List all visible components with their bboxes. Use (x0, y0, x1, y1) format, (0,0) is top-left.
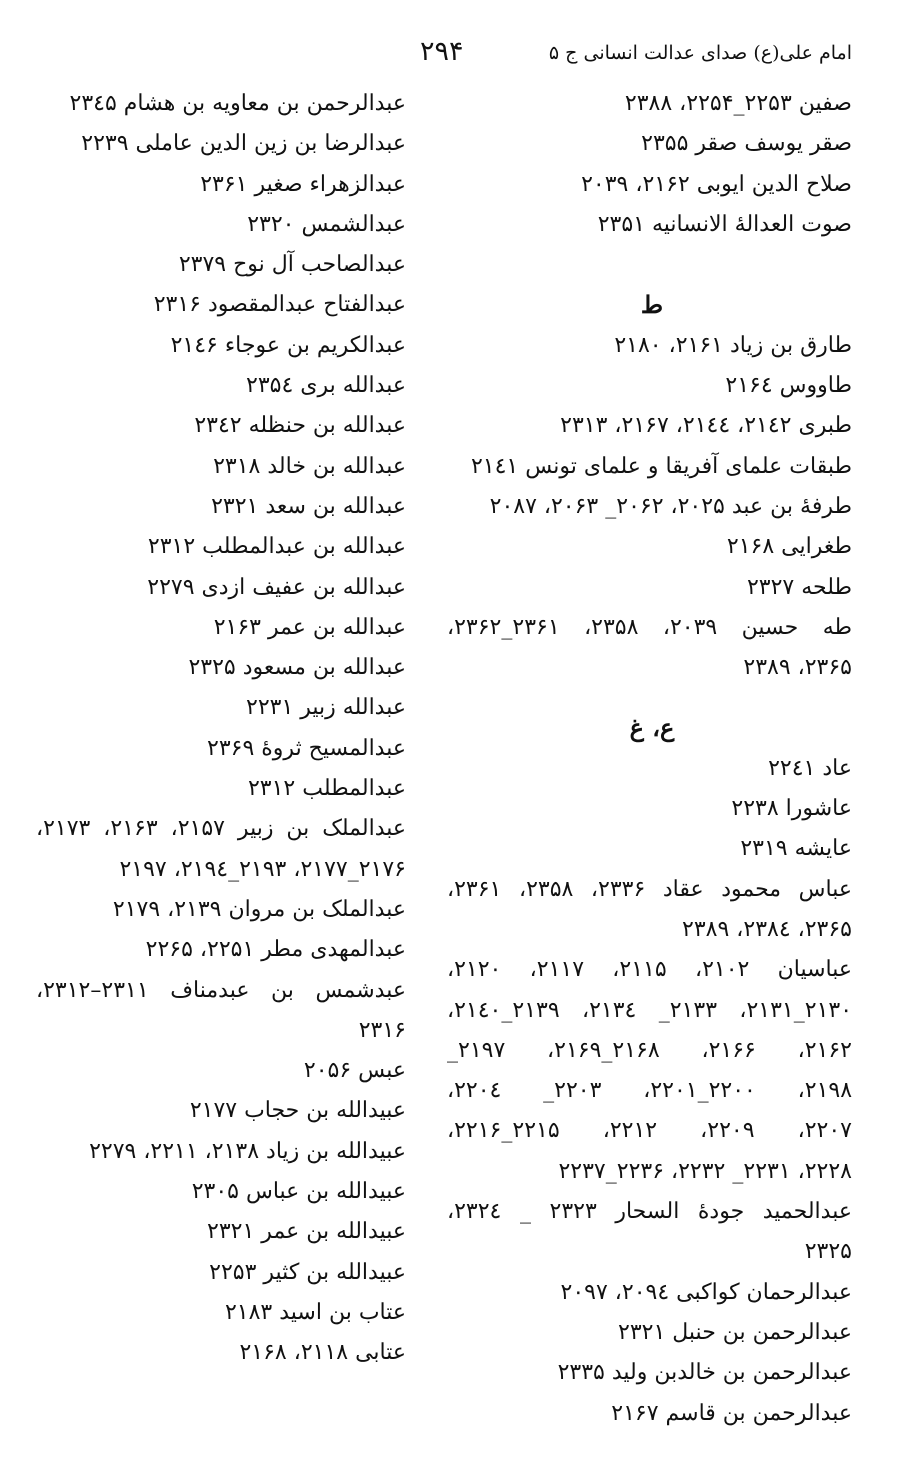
index-group-ain (447, 749, 852, 1434)
index-entry-line: عبدالله بن عمر ۲۱۶۳ (213, 614, 406, 640)
index-entry-line: عبدشمس بن عبدمناف ۲۳۱۱–۲۳۱۲، (36, 977, 406, 1003)
index-entry-line: عبدالملک بن مروان ۲۱۳۹، ۲۱۷۹ (112, 896, 406, 922)
index-entry-line: عباسیان ۲۱۰۲، ۲۱۱۵، ۲۱۱۷، ۲۱۲۰، (447, 957, 852, 983)
index-entry-line: طه حسین ۲۰۳۹، ۲۳۵۸، ۲۳۶۱_۲۳۶۲، (447, 614, 852, 640)
index-entry-line: عبدالله بن عفیف ازدی ۲۲۷۹ (147, 574, 406, 600)
index-entry-line: طارق بن زیاد ۲۱۶۱، ۲۱۸۰ (614, 332, 852, 358)
section-heading-ain: ع، غ (629, 713, 675, 743)
index-entry-line: عاد ۲۲٤۱ (768, 755, 852, 781)
index-entry-line: عبدالصاحب آل نوح ۲۳۷۹ (178, 252, 406, 278)
index-entry-line: عبدالله بن عبدالمطلب ۲۳۱۲ (147, 534, 406, 560)
index-entry-line: عاشورا ۲۲۳۸ (731, 796, 852, 822)
index-entry-line: عبس ۲۰۵۶ (303, 1058, 406, 1084)
index-entry-line: ۲۱۶۲، ۲۱۶۶، ۲۱۶۸_۲۱۶۹، ۲۱۹۷_ (447, 1037, 852, 1063)
index-entry-line: ۲۱۹۸، ۲۲۰۰_۲۲۰۱، ۲۲۰۳_ ۲۲۰٤، (447, 1078, 852, 1104)
index-entry-line: عبیدالله بن حجاب ۲۱۷۷ (189, 1098, 406, 1124)
index-entry-line: صفین ۲۲۵۳_۲۲۵۴، ۲۳۸۸ (624, 91, 852, 116)
index-entry-line: طلحه ۲۳۲۷ (746, 574, 852, 600)
index-entry-line: ۲۳۶۵، ۲۳۸۹ (743, 655, 852, 681)
index-entry-line: عبدالله بن حنظله ۲۳٤۲ (194, 413, 406, 439)
index-entry-line: عبیدالله بن کثیر ۲۲۵۳ (209, 1259, 406, 1285)
index-entry-line: عباس محمود عقاد ۲۳۳۶، ۲۳۵۸، ۲۳۶۱، (447, 876, 852, 902)
section-heading-ta: ط (640, 290, 664, 320)
index-entry-line: عبدالحمید جودهٔ السحار ۲۳۲۳ _ ۲۳۲٤، (447, 1199, 852, 1225)
book-title: امام علی(ع) صدای عدالت انسانی ج ۵ (548, 42, 852, 64)
page-number: ۲۹۴ (420, 36, 464, 67)
index-entry-line: عبدالزهراء صغیر ۲۳۶۱ (200, 171, 406, 197)
section-spacer (447, 245, 852, 285)
index-group-sad (447, 84, 852, 245)
index-entry-line: ۲۲۲۸، ۲۲۳۱_ ۲۲۳۲، ۲۲۳۶_۲۲۳۷ (558, 1158, 852, 1184)
index-entry-line: طبقات علمای آفریقا و علمای تونس ۲۱٤۱ (470, 453, 852, 479)
index-entry-line: عبدالشمس ۲۳۲۰ (247, 211, 406, 237)
index-entry-line: ۲۱۷۶_۲۱۷۷، ۲۱۹۳_۲۱۹٤، ۲۱۹۷ (119, 856, 406, 882)
index-entry-line: عبدالله زبیر ۲۲۳۱ (246, 695, 406, 721)
index-entry-line: طبری ۲۱٤۲، ۲۱٤٤، ۲۱۶۷، ۲۳۱۳ (560, 413, 852, 439)
index-entry-line: عبدالملک بن زبیر ۲۱۵۷، ۲۱۶۳، ۲۱۷۳، (36, 816, 406, 842)
index-entry-line: عبدالمسیح ثروهٔ ۲۳۶۹ (207, 735, 406, 761)
index-entry-line: صوت العدالهٔ الانسانیه ۲۳۵۱ (597, 211, 852, 237)
index-column-right (447, 84, 852, 1434)
index-entry-line: صقر یوسف صقر ۲۳۵۵ (641, 131, 852, 157)
index-column-left (36, 84, 406, 1374)
index-entry-line: عبدالله بری ۲۳۵٤ (246, 373, 406, 399)
index-group-ta (447, 326, 852, 689)
index-entry-line: عتابی ۲۱۱۸، ۲۱۶۸ (239, 1340, 406, 1366)
index-entry-line: عبدالرحمان کواکبی ۲۰۹٤، ۲۰۹۷ (560, 1279, 852, 1305)
index-entry-line: عبدالرحمن بن معاویه بن هشام ۲۳٤۵ (69, 91, 406, 116)
index-entry-line: عبیدالله بن عمر ۲۳۲۱ (207, 1219, 406, 1245)
index-entry-line: طغرایی ۲۱۶۸ (726, 534, 852, 560)
index-entry-line: عبدالله بن خالد ۲۳۱۸ (213, 453, 406, 479)
section-spacer (447, 688, 852, 708)
index-entry-line: ۲۳۶۵، ۲۳۸٤، ۲۳۸۹ (682, 916, 852, 942)
index-entry-line: عبدالفتاح عبدالمقصود ۲۳۱۶ (153, 292, 406, 318)
index-entry-line: عبدالله بن سعد ۲۳۲۱ (211, 493, 406, 519)
index-entry-line: ۲۳۲۵ (804, 1239, 852, 1265)
index-entry-line: عبدالرحمن بن حنبل ۲۳۲۱ (618, 1319, 852, 1345)
index-entry-line: عبدالرحمن بن قاسم ۲۱۶۷ (611, 1400, 852, 1426)
index-entry-line: عبیدالله بن عباس ۲۳۰۵ (191, 1179, 406, 1205)
index-entry-line: عبدالرحمن بن خالدبن ولید ۲۳۳۵ (557, 1360, 852, 1386)
index-entry-line: ۲۳۱۶ (358, 1017, 406, 1043)
index-entry-line: عبدالکریم بن عوجاء ۲۱٤۶ (170, 332, 406, 358)
index-entry-line: طاووس ۲۱۶٤ (725, 373, 852, 399)
index-entry-line: عتاب بن اسید ۲۱۸۳ (224, 1299, 406, 1325)
index-entry-line: صلاح الدین ایوبی ۲۱۶۲، ۲۰۳۹ (581, 171, 852, 197)
index-entry-line: عایشه ۲۳۱۹ (740, 836, 852, 862)
index-entry-line: عبدالمهدی مطر ۲۲۵۱، ۲۲۶۵ (145, 937, 406, 963)
index-entry-line: عبدالمطلب ۲۳۱۲ (247, 776, 406, 802)
index-entry-line: ۲۱۳۰_۲۱۳۱، ۲۱۳۳_ ۲۱۳٤، ۲۱۳۹_۲۱٤۰، (447, 997, 852, 1023)
index-group-abd (36, 84, 406, 1374)
index-entry-line: عبدالرضا بن زین الدین عاملی ۲۲۳۹ (81, 131, 406, 157)
index-entry-line: عبدالله بن مسعود ۲۳۲۵ (188, 655, 406, 681)
index-entry-line: طرفهٔ بن عبد ۲۰۲۵، ۲۰۶۲_ ۲۰۶۳، ۲۰۸۷ (489, 493, 852, 519)
index-entry-line: ۲۲۰۷، ۲۲۰۹، ۲۲۱۲، ۲۲۱۵_۲۲۱۶، (447, 1118, 852, 1144)
page-header (0, 36, 900, 76)
index-entry-line: عبیدالله بن زیاد ۲۱۳۸، ۲۲۱۱، ۲۲۷۹ (89, 1138, 406, 1164)
